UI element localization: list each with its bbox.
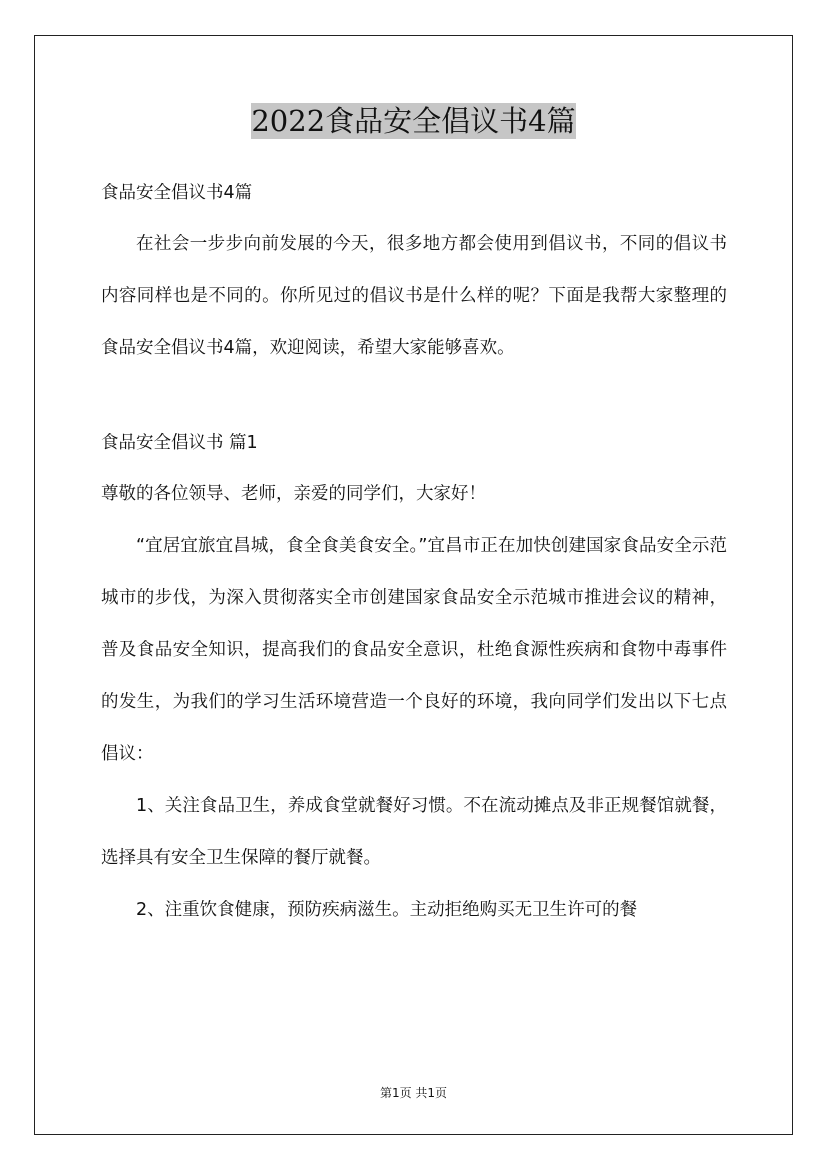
- page-footer: 第1页 共1页: [379, 1086, 448, 1100]
- document-body: [101, 168, 727, 936]
- list-item-1: 1、关注食品卫生，养成食堂就餐好习惯。不在流动摊点及非正规餐馆就餐，选择具有安全卫生保障的餐厅就餐。: [101, 796, 727, 868]
- spacer: [101, 374, 727, 418]
- list-item-2: 2、注重饮食健康，预防疾病滋生。主动拒绝购买无卫生许可的餐: [136, 900, 638, 920]
- document-title-text: 2022食品安全倡议书4篇: [251, 104, 576, 138]
- document-subtitle: 食品安全倡议书4篇: [101, 183, 253, 203]
- greeting-line: 尊敬的各位领导、老师，亲爱的同学们，大家好！: [101, 484, 486, 504]
- section-heading: 食品安全倡议书 篇1: [101, 433, 258, 453]
- intro-paragraph: 在社会一步步向前发展的今天，很多地方都会使用到倡议书，不同的倡议书内容同样也是不同的。你所见过的倡议书是什么样的呢？下面是我帮大家整理的食品安全倡议书4篇，欢迎阅读，希望大家能够喜欢。: [101, 234, 727, 358]
- body-paragraph-1: “宜居宜旅宜昌城，食全食美食安全。”宜昌市正在加快创建国家食品安全示范城市的步伐，为深入贯彻落实全市创建国家食品安全示范城市推进会议的精神，普及食品安全知识，提高我们的食品安全意识，杜绝食源性疾病和食物中毒事件的发生，为我们的学习生活环境营造一个良好的环境，我向同学们发出以下七点倡议：: [101, 536, 727, 764]
- document-title: [0, 101, 827, 141]
